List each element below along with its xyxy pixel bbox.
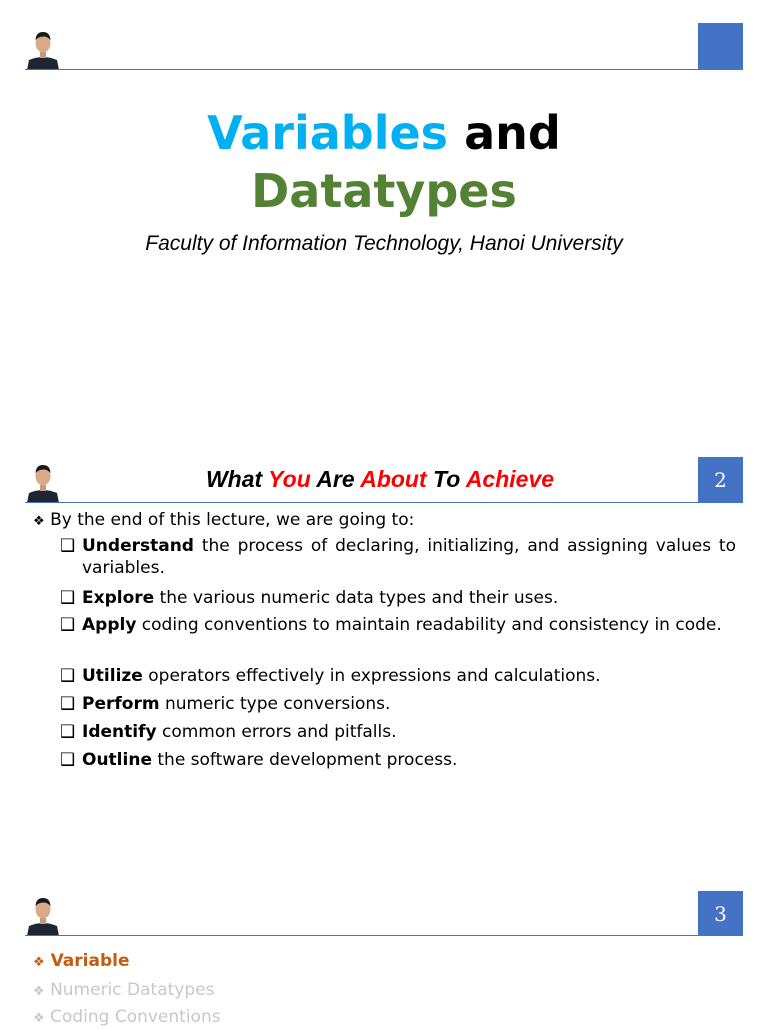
title-word: Are bbox=[316, 466, 355, 492]
checkbox-bullet-icon: ❑ bbox=[60, 750, 76, 770]
header-rule bbox=[25, 935, 743, 936]
checkbox-bullet-icon: ❑ bbox=[60, 666, 76, 686]
checkbox-bullet-icon: ❑ bbox=[60, 588, 76, 608]
slide-1 bbox=[0, 0, 768, 445]
diamond-bullet-icon: ❖ bbox=[33, 984, 45, 999]
objective-verb: Understand bbox=[82, 536, 194, 556]
objective-verb: Apply bbox=[82, 615, 137, 635]
title-word: Achieve bbox=[465, 466, 555, 492]
objective-verb: Perform bbox=[82, 694, 160, 714]
objective-text: the software development process. bbox=[151, 750, 458, 770]
title-word: About bbox=[360, 466, 427, 492]
diamond-bullet-icon: ❖ bbox=[33, 955, 45, 970]
title-variables: Variables bbox=[207, 106, 449, 160]
objective-verb: Explore bbox=[82, 588, 155, 608]
objective-item bbox=[60, 665, 736, 687]
presenter-avatar bbox=[25, 28, 61, 70]
title-and: and bbox=[464, 106, 561, 160]
objective-item bbox=[60, 587, 736, 609]
presenter-avatar bbox=[25, 894, 61, 936]
agenda-item-coding-conventions: ❖ Coding Conventions bbox=[33, 1007, 221, 1027]
slide-subtitle: Faculty of Information Technology, Hanoi University bbox=[145, 232, 623, 255]
agenda-item-variable: ❖ Variable bbox=[33, 951, 130, 971]
objective-item bbox=[60, 614, 736, 636]
objective-verb: Utilize bbox=[82, 666, 143, 686]
objective-text: the process of declaring, initializing, and assigning values to variables. bbox=[82, 536, 736, 578]
title-word: To bbox=[433, 466, 461, 492]
objective-item bbox=[60, 693, 736, 715]
title-datatypes: Datatypes bbox=[251, 164, 517, 218]
checkbox-bullet-icon: ❑ bbox=[60, 536, 76, 556]
objective-text: coding conventions to maintain readability and consistency in code. bbox=[136, 615, 722, 635]
objective-verb: Identify bbox=[82, 722, 157, 742]
checkbox-bullet-icon: ❑ bbox=[60, 722, 76, 742]
slide-number-box: 3 bbox=[698, 891, 743, 936]
diamond-bullet-icon: ❖ bbox=[33, 514, 45, 529]
title-word: You bbox=[268, 466, 311, 492]
slide-title bbox=[80, 466, 680, 493]
checkbox-bullet-icon: ❑ bbox=[60, 694, 76, 714]
slide-title-line2 bbox=[0, 162, 768, 220]
objective-verb: Outline bbox=[82, 750, 152, 770]
objective-text: the various numeric data types and their uses. bbox=[154, 588, 559, 608]
objective-text: common errors and pitfalls. bbox=[156, 722, 397, 742]
objective-item bbox=[60, 749, 736, 771]
slide-title bbox=[0, 104, 768, 162]
header-rule bbox=[25, 502, 743, 503]
objective-item bbox=[60, 721, 736, 743]
presenter-avatar bbox=[25, 461, 61, 503]
objective-text: operators effectively in expressions and calculations. bbox=[142, 666, 601, 686]
slide-number-box: 2 bbox=[698, 457, 743, 502]
objective-text: numeric type conversions. bbox=[159, 694, 391, 714]
intro-text: By the end of this lecture, we are going to: bbox=[50, 510, 415, 530]
diamond-bullet-icon: ❖ bbox=[33, 1011, 45, 1026]
slide-number-box bbox=[698, 23, 743, 70]
checkbox-bullet-icon: ❑ bbox=[60, 615, 76, 635]
objective-item bbox=[60, 535, 736, 579]
header-rule bbox=[25, 69, 743, 70]
agenda-item-numeric-datatypes: ❖ Numeric Datatypes bbox=[33, 980, 215, 1000]
intro-bullet bbox=[33, 509, 414, 533]
title-word: What bbox=[205, 466, 263, 492]
